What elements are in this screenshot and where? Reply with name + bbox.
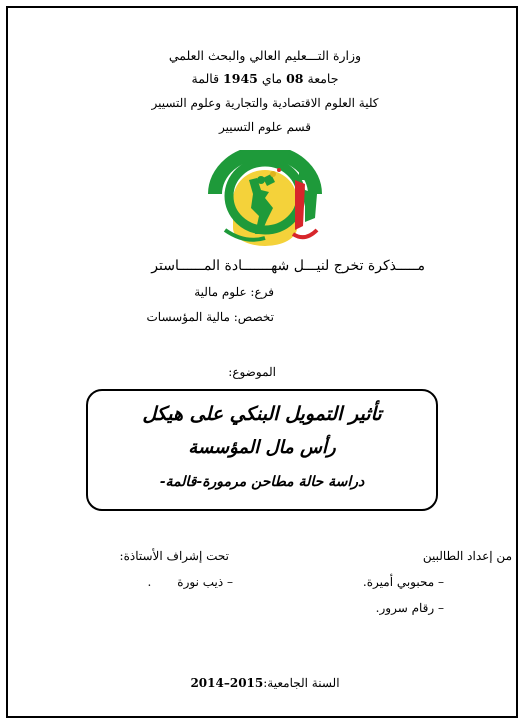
university-logo <box>205 150 325 248</box>
university-month: ماي <box>261 71 283 86</box>
ministry-line: وزارة التـــعليم العالي والبحث العلمي <box>168 48 362 63</box>
subject-label: الموضوع: <box>228 365 276 379</box>
supervisor-name: – ذيب نورة <box>177 575 233 589</box>
student-name-1: – محبوبي أميرة. <box>362 575 444 589</box>
student-name-2: – رقام سرور. <box>375 601 444 615</box>
university-line <box>30 71 500 86</box>
faculty-line: كلية العلوم الاقتصادية والتجارية وعلوم التسيير <box>151 96 379 110</box>
supervisor-trailing: . <box>147 575 152 589</box>
academic-year-line <box>30 676 500 690</box>
university-year: 1945 <box>223 71 258 86</box>
thesis-title-box <box>86 389 438 511</box>
supervisor-line <box>147 575 233 589</box>
students-heading: من إعداد الطالبين <box>422 549 512 563</box>
academic-year-label: السنة الجامعية: <box>263 676 340 690</box>
department-line: قسم علوم التسيير <box>219 120 311 134</box>
university-day: 08 <box>286 71 304 86</box>
thesis-title-line-1: تأثير التمويل البنكي على هيكل <box>142 403 382 425</box>
thesis-title-line-2: رأس مال المؤسسة <box>188 437 336 458</box>
specialization-line: تخصص: مالية المؤسسات <box>146 310 274 324</box>
academic-year-value: 2015–2014 <box>190 676 264 690</box>
supervisor-heading: تحت إشراف الأستاذة: <box>119 549 229 563</box>
university-city: قالمة <box>191 71 220 86</box>
thesis-case-study-line: دراسة حالة مطاحن مرمورة-قالمة- <box>159 474 365 490</box>
branch-line: فرع: علوم مالية <box>194 285 274 299</box>
memo-title: مـــــذكرة تخرج لنيـــل شهـــــــادة المــــــاستر <box>151 258 425 274</box>
university-prefix: جامعة <box>307 71 339 86</box>
